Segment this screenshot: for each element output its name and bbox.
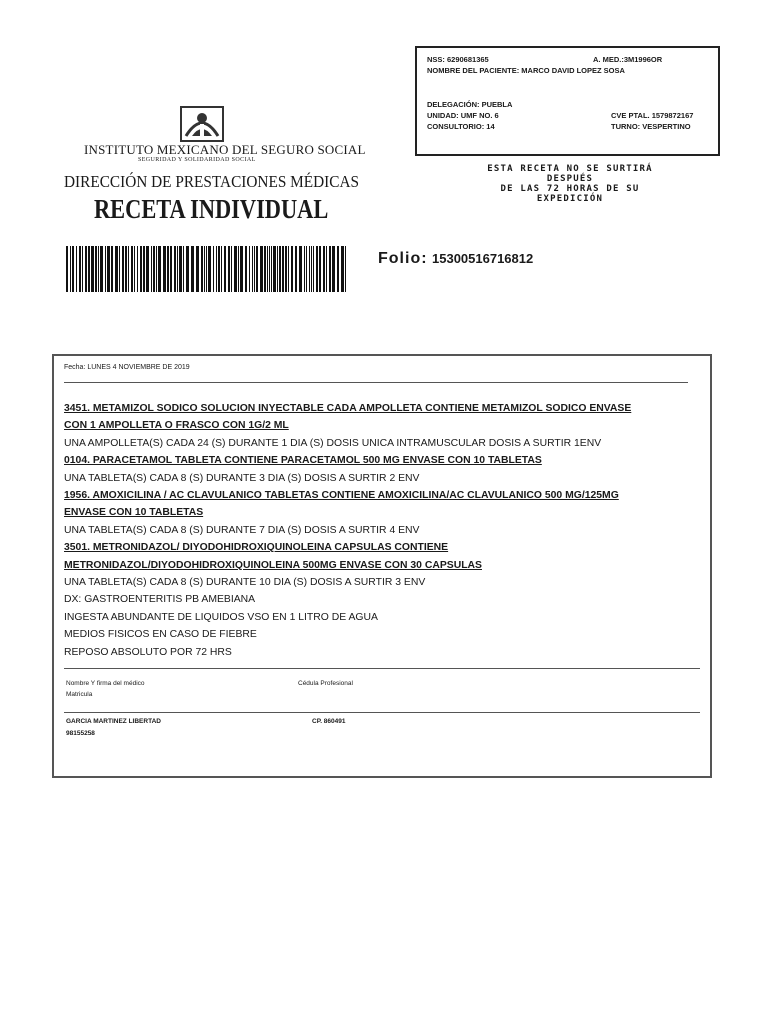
barcode-bar (238, 246, 239, 292)
barcode-bar (213, 246, 214, 292)
barcode-bar (231, 246, 232, 292)
notice-line-3: DE LAS 72 HORAS DE SU (500, 184, 640, 194)
expiry-notice (450, 164, 690, 204)
barcode-bar (82, 246, 83, 292)
barcode-bar (221, 246, 222, 292)
matricula-value: 98155258 (66, 730, 95, 737)
consultorio: CONSULTORIO: 14 (427, 122, 495, 131)
barcode-bar (201, 246, 203, 292)
barcode-bar (105, 246, 106, 292)
barcode-bar (345, 246, 346, 292)
barcode-bar (252, 246, 253, 292)
barcode-bar (91, 246, 94, 292)
barcode-bar (282, 246, 284, 292)
barcode-bar (326, 246, 327, 292)
barcode-bar (288, 246, 289, 292)
barcode-bar (122, 246, 124, 292)
barcode-bar (254, 246, 255, 292)
barcode-bar (240, 246, 243, 292)
notice-line-1: ESTA RECETA NO SE SURTIRÁ (487, 164, 653, 174)
barcode-bar (163, 246, 166, 292)
barcode-bar (206, 246, 207, 292)
prescription-line: REPOSO ABSOLUTO POR 72 HRS (64, 646, 232, 658)
prescription-date: Fecha: LUNES 4 NOVIEMBRE DE 2019 (64, 364, 190, 371)
prescription-line: 3501. METRONIDAZOL/ DIYODOHIDROXIQUINOLEINA CAPSULAS CONTIENE (64, 542, 449, 554)
barcode-bar (158, 246, 161, 292)
barcode-bar (167, 246, 169, 292)
barcode-bar (72, 246, 74, 292)
barcode-bar (204, 246, 205, 292)
barcode-bar (319, 246, 321, 292)
barcode-bar (304, 246, 305, 292)
barcode-bar (146, 246, 149, 292)
barcode-bar (271, 246, 272, 292)
prescription-line: UNA TABLETA(S) CADA 8 (S) DURANTE 7 DIA (S) DOSIS A SURTIR 4 ENV (64, 524, 420, 536)
barcode-bar (267, 246, 268, 292)
barcode-bar (216, 246, 217, 292)
barcode-bar (95, 246, 97, 292)
barcode-bar (260, 246, 263, 292)
prescription-line: CON 1 AMPOLLETA O FRASCO CON 1G/2 ML (64, 420, 289, 432)
prescription-line: UNA TABLETA(S) CADA 8 (S) DURANTE 10 DIA (S) DOSIS A SURTIR 3 ENV (64, 577, 426, 589)
barcode-bar (170, 246, 172, 292)
barcode-bar (174, 246, 176, 292)
cedula-label: Cédula Profesional (298, 680, 353, 687)
prescription-box (52, 354, 712, 778)
divider (64, 668, 700, 669)
barcode-bar (186, 246, 189, 292)
barcode-bar (98, 246, 99, 292)
barcode-bar (70, 246, 71, 292)
barcode-bar (228, 246, 230, 292)
delegacion: DELEGACIÓN: PUEBLA (427, 100, 513, 109)
barcode-bar (313, 246, 314, 292)
barcode-bar (140, 246, 142, 292)
barcode-bar (76, 246, 77, 292)
barcode-bar (85, 246, 87, 292)
barcode-bar (256, 246, 258, 292)
barcode-bar (128, 246, 129, 292)
cedula-value: CP. 860491 (312, 718, 346, 725)
patient-name: NOMBRE DEL PACIENTE: MARCO DAVID LOPEZ SOSA (427, 66, 625, 75)
barcode-bar (179, 246, 182, 292)
barcode-bar (329, 246, 331, 292)
barcode-bar (245, 246, 247, 292)
turno: TURNO: VESPERTINO (611, 122, 691, 131)
barcode-bar (332, 246, 335, 292)
prescription-lines (64, 400, 704, 661)
barcode-bar (111, 246, 113, 292)
barcode-bar (131, 246, 133, 292)
prescription-line: ENVASE CON 10 TABLETAS (64, 507, 204, 519)
divider (64, 382, 688, 383)
barcode-bar (269, 246, 270, 292)
barcode-bar (337, 246, 339, 292)
folio-label: Folio: (378, 250, 428, 267)
barcode-bar (341, 246, 344, 292)
direction-heading: DIRECCIÓN DE PRESTACIONES MÉDICAS (64, 172, 360, 191)
nss: NSS: 6290681365 (427, 55, 489, 64)
barcode-bar (196, 246, 199, 292)
prescription-line: UNA TABLETA(S) CADA 8 (S) DURANTE 3 DIA (S) DOSIS A SURTIR 2 ENV (64, 472, 420, 484)
barcode-bar (107, 246, 110, 292)
barcode-bar (234, 246, 237, 292)
form-title: RECETA INDIVIDUAL (94, 194, 329, 224)
barcode-bar (264, 246, 266, 292)
notice-line-4: EXPEDICIÓN (536, 194, 604, 204)
barcode-bar (156, 246, 157, 292)
barcode-bar (277, 246, 278, 292)
barcode-bar (285, 246, 287, 292)
barcode-bar (311, 246, 312, 292)
barcode-bar (143, 246, 145, 292)
barcode-bar (115, 246, 118, 292)
institute-subtitle: SEGURIDAD Y SOLIDARIDAD SOCIAL (138, 157, 256, 163)
barcode-bar (100, 246, 103, 292)
prescription-line: UNA AMPOLLETA(S) CADA 24 (S) DURANTE 1 DIA (S) DOSIS UNICA INTRAMUSCULAR DOSIS A SURTIR 1ENV (64, 437, 602, 449)
imss-logo-icon (180, 106, 224, 142)
folio (378, 250, 533, 268)
folio-value: 15300516716812 (432, 251, 534, 266)
prescription-line: 3451. METAMIZOL SODICO SOLUCION INYECTABLE CADA AMPOLLETA CONTIENE METAMIZOL SODICO ENVASE (64, 403, 632, 414)
institute-name: INSTITUTO MEXICANO DEL SEGURO SOCIAL (84, 142, 366, 157)
doctor-name: GARCIA MARTINEZ LIBERTAD (66, 718, 161, 725)
barcode-bar (119, 246, 120, 292)
barcode-bar (137, 246, 138, 292)
barcode-bar (153, 246, 155, 292)
barcode-bar (316, 246, 318, 292)
prescription-line: 1956. AMOXICILINA / AC CLAVULANICO TABLETAS CONTIENE AMOXICILINA/AC CLAVULANICO 500 MG/125MG (64, 490, 619, 502)
barcode-bar (299, 246, 302, 292)
barcode-bar (134, 246, 135, 292)
unidad: UNIDAD: UMF NO. 6 (427, 111, 499, 120)
barcode-bar (295, 246, 297, 292)
prescription-line: INGESTA ABUNDANTE DE LIQUIDOS VSO EN 1 LITRO DE AGUA (64, 611, 378, 623)
barcode-bar (224, 246, 226, 292)
barcode-bar (177, 246, 178, 292)
barcode-bar (79, 246, 81, 292)
barcode-bar (125, 246, 127, 292)
patient-info-box (415, 46, 720, 156)
barcode-bar (249, 246, 250, 292)
a-med: A. MED.:3M1996OR (593, 55, 663, 64)
barcode-bar (218, 246, 220, 292)
barcode-bar (279, 246, 281, 292)
doctor-name-label: Nombre Y firma del médico (66, 680, 145, 687)
prescription-line: MEDIOS FISICOS EN CASO DE FIEBRE (64, 629, 257, 641)
cve-ptal: CVE PTAL. 1579872167 (611, 111, 694, 120)
barcode-bar (88, 246, 90, 292)
prescription-line: 0104. PARACETAMOL TABLETA CONTIENE PARACETAMOL 500 MG ENVASE CON 10 TABLETAS (64, 455, 542, 467)
barcode-bar (66, 246, 68, 292)
barcode-bar (306, 246, 307, 292)
barcode-bar (191, 246, 194, 292)
notice-line-2: DESPUÉS (546, 174, 594, 184)
barcode-bar (183, 246, 184, 292)
prescription-line: DX: GASTROENTERITIS PB AMEBIANA (64, 594, 256, 606)
prescription-line: METRONIDAZOL/DIYODOHIDROXIQUINOLEINA 500MG ENVASE CON 30 CAPSULAS (64, 559, 482, 571)
barcode-bar (309, 246, 310, 292)
barcode-bar (323, 246, 325, 292)
barcode (66, 246, 346, 292)
barcode-bar (151, 246, 152, 292)
divider (64, 712, 700, 713)
barcode-bar (208, 246, 211, 292)
matricula-label: Matricula (66, 691, 93, 698)
barcode-bar (291, 246, 293, 292)
barcode-bar (273, 246, 276, 292)
